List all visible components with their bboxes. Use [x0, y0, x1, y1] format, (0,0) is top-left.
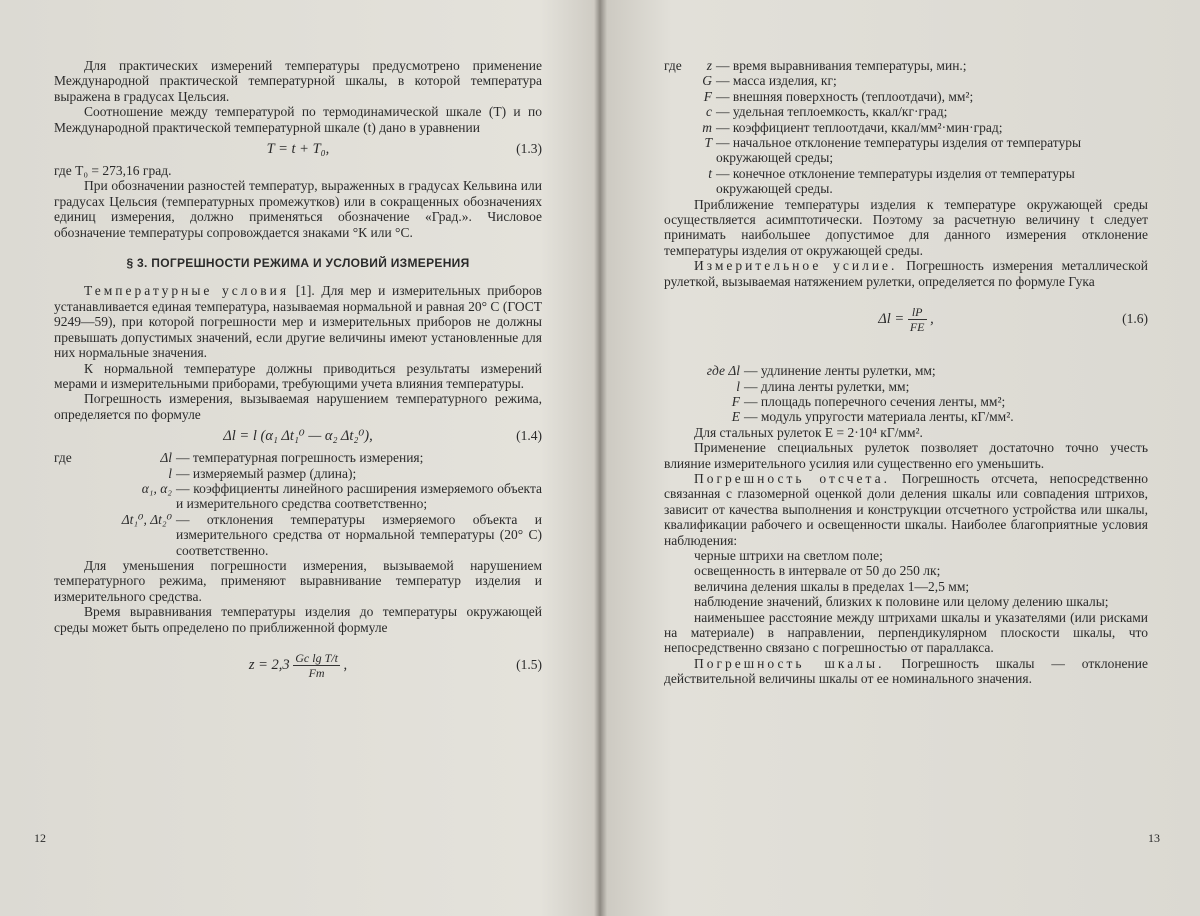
formula-number: (1.4)	[516, 428, 542, 444]
fraction-denominator: Fm	[308, 666, 325, 681]
run-in-title: Погрешность шкалы.	[694, 655, 885, 671]
def-text: — коэффициент теплоотдачи, ккал/мм²·мин·град;	[716, 119, 1003, 135]
def-symbol: E	[731, 409, 740, 425]
formula-text: Δl = l (α₁ Δt₁⁰ — α₂ Δt₂⁰),	[223, 428, 373, 445]
definitions-list	[694, 58, 1148, 197]
def-text: — удлинение ленты рулетки, мм;	[744, 363, 936, 379]
def-symbol: Δt₁⁰, Δt₂⁰	[121, 511, 172, 527]
condition-item: освещенность в интервале от 50 до 250 лк;	[694, 563, 941, 579]
def-text: — время выравнивания температуры, мин.;	[716, 58, 967, 73]
def-symbol: z	[706, 58, 712, 73]
formula-fraction	[908, 305, 927, 334]
formula-text: T = t + T₀,	[266, 141, 330, 158]
def-text: — измеряемый размер (длина);	[176, 465, 357, 481]
def-text: — площадь поперечного сечения ленты, мм²;	[744, 393, 1006, 409]
def-text: — внешняя поверхность (теплоотдачи), мм²;	[716, 88, 974, 104]
def-text: — коэффициенты линейного расширения измеряемого объекта и измерительного средства соответственно;	[176, 480, 542, 512]
def-text: — конечное отклонение температуры изделия от температуры окружающей среды.	[716, 165, 1075, 197]
formula-1-6	[664, 289, 1148, 349]
run-in-text: Погрешность отсчета, непосредственно связанная с глазомерной оценкой доли деления шкалы или совпадения штрихов, зависит от качества выполнения и конструкции отсчетного устройства или шкалы, квалификации рабочего и освещенности шкалы. Наиболее благоприятные условия наблюдения:	[664, 470, 1148, 548]
definitions-list	[84, 450, 542, 558]
def-symbol: G	[702, 73, 712, 89]
paragraph: Применение специальных рулеток позволяет достаточно точно учесть влияние измерительного усилия или существенно его уменьшить.	[664, 440, 1148, 471]
hooke-definitions	[664, 363, 1148, 425]
formula-1-3	[54, 135, 542, 163]
formula-tail: ,	[930, 311, 934, 328]
run-in-text: Погрешность измерения металлической рулеткой, вызываемая натяжением рулетки, определяется по формуле Гука	[664, 258, 1148, 289]
run-in-text: Погрешность шкалы — отклонение действительной величины шкалы от ее номинального значения.	[664, 655, 1148, 687]
t0-definition: где T₀ = 273,16 град.	[54, 163, 172, 179]
page-number: 12	[34, 830, 46, 845]
fraction-numerator: lP	[908, 305, 927, 320]
condition-item: величина деления шкалы в пределах 1—2,5 мм;	[694, 578, 970, 594]
formula-fraction	[293, 651, 340, 680]
condition-item: наблюдение значений, близких к половине или целому делению шкалы;	[694, 594, 1109, 610]
paragraph: Соотношение между температурой по термодинамической шкале (T) и по Международной практической температурной шкале (t) дано в уравнении	[54, 104, 542, 135]
paragraph: Для уменьшения погрешности измерения, вызываемой нарушением температурного режима, применяют выравнивание температур изделия и измерительного средства.	[54, 557, 542, 604]
formula-number: (1.5)	[516, 657, 542, 672]
paragraph: При обозначении разностей температур, выраженных в градусах Кельвина или градусах Цельсия (температурных промежутков) или в сокращенных обозначениях единиц измерения, должно применяться обозначение «Град.». Числовое обозначение температуры сопровождается знаками °К или °С.	[54, 178, 542, 240]
paragraph	[54, 283, 542, 360]
def-text: — модуль упругости материала ленты, кГ/мм².	[744, 409, 1014, 425]
formula-lhs: z = 2,3	[248, 657, 290, 673]
fraction-numerator: Gc lg T/t	[295, 651, 338, 666]
def-symbol: m	[702, 119, 712, 135]
def-symbol: F	[703, 88, 712, 104]
run-in-title: Температурные условия	[84, 283, 290, 299]
def-text: — масса изделия, кг;	[716, 73, 837, 89]
def-symbol: l	[168, 465, 172, 481]
definitions-block	[54, 450, 542, 558]
def-text: — длина ленты рулетки, мм;	[744, 378, 910, 394]
def-symbol: где Δl	[706, 363, 740, 379]
run-in-title: Измерительное усилие.	[694, 258, 898, 274]
def-symbol: α₁, α₂	[141, 480, 172, 496]
paragraph: Для практических измерений температуры предусмотрено применение Международной практической температурной шкалы, в которой температура выражена в градусах Цельсия.	[54, 58, 542, 104]
def-symbol: t	[708, 165, 712, 181]
run-in-title: Погрешность отсчета.	[694, 470, 890, 486]
paragraph: Погрешность измерения, вызываемая нарушением температурного режима, определяется по формуле	[54, 391, 542, 422]
condition-item: черные штрихи на светлом поле;	[694, 547, 883, 563]
paragraph: Время выравнивания температуры изделия до температуры окружающей среды может быть определено по приближенной формуле	[54, 604, 542, 635]
def-text: — отклонения температуры измеряемого объекта и измерительного средства от нормальной температуры (20° С) соответственно.	[176, 511, 542, 558]
right-page	[604, 0, 1200, 916]
def-symbol: l	[736, 378, 740, 394]
def-symbol: Δl	[160, 450, 172, 466]
paragraph: К нормальной температуре должны приводиться результаты измерений мерами и измерительными приборами, требующими учета влияния температуры.	[54, 360, 542, 391]
formula-number: (1.3)	[516, 141, 542, 157]
formula-number: (1.6)	[1122, 311, 1148, 327]
formula-1-5	[54, 635, 542, 695]
def-symbol: c	[706, 104, 712, 120]
page-number: 13	[1148, 830, 1160, 845]
paragraph	[664, 471, 1148, 548]
def-text: — температурная погрешность измерения;	[176, 450, 424, 466]
paragraph	[664, 656, 1148, 687]
definitions-block	[664, 58, 1148, 197]
condition-item: наименьшее расстояние между штрихами шкалы и указателями (или рисками на материале) в направлении, перпендикулярном плоскости шкалы, что непосредственно связано с погрешностью от параллакса.	[664, 609, 1148, 656]
def-symbol: F	[731, 393, 740, 409]
where-label: где	[54, 450, 72, 466]
def-text: — начальное отклонение температуры изделия от температуры окружающей среды;	[716, 135, 1082, 166]
def-symbol: T	[704, 135, 712, 151]
formula-1-4	[54, 422, 542, 450]
where-label: где	[664, 58, 682, 73]
run-in-text: [1]. Для мер и измерительных приборов устанавливается единая температура, называемая нормальной и равная 20° С (ГОСТ 9249—59), при которой погрешности мер и измерительных приборов не должны превышать допустимых значений, если другие величины имеют установленные для них нормальные значения.	[54, 283, 543, 361]
def-text: — удельная теплоемкость, ккал/кг·град;	[716, 104, 948, 120]
formula-tail: ,	[343, 657, 348, 673]
formula-lhs: Δl =	[878, 311, 905, 328]
section-heading: § 3. ПОГРЕШНОСТИ РЕЖИМА И УСЛОВИЙ ИЗМЕРЕНИЯ	[126, 256, 470, 271]
paragraph	[664, 258, 1148, 289]
fraction-denominator: FE	[909, 320, 925, 335]
steel-line: Для стальных рулеток E = 2·10⁴ кГ/мм².	[694, 424, 923, 440]
paragraph: Приближение температуры изделия к температуре окружающей среды осуществляется асимптотически. Поэтому за расчетную величину t следует принимать наибольшее допустимое для данного измерения отклонение температуры изделия от окружающей среды.	[664, 196, 1148, 258]
